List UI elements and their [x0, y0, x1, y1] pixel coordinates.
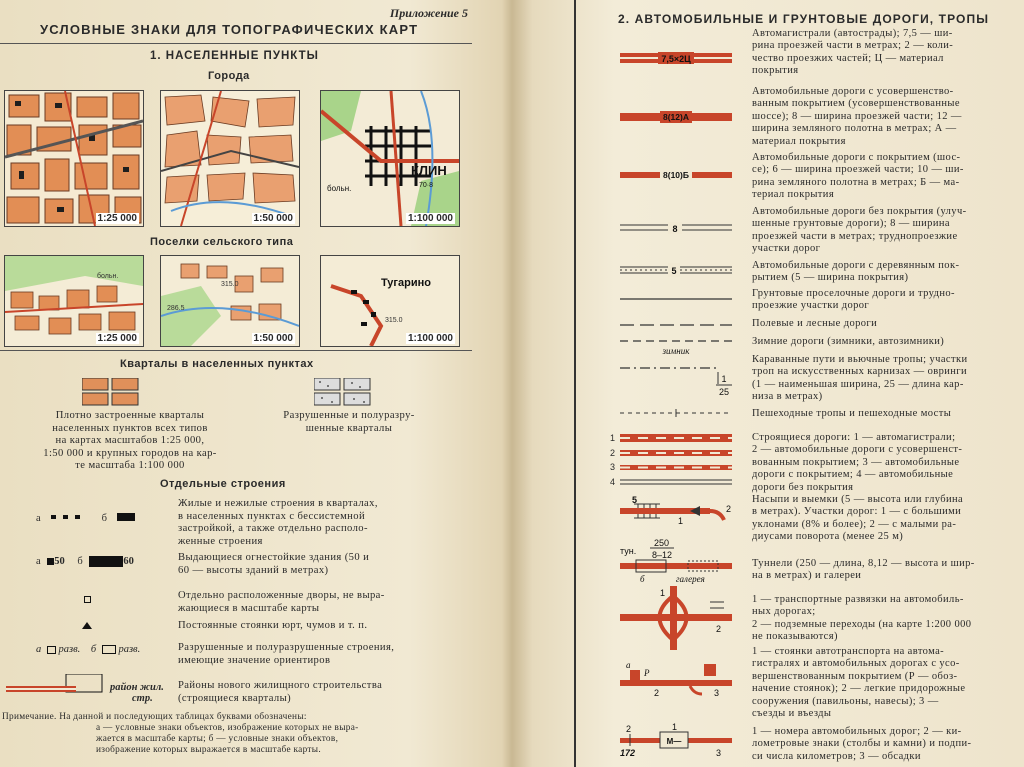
road-symbol-caravan	[620, 362, 732, 398]
right-page	[520, 0, 1024, 767]
city-map-25000-drawing	[5, 91, 143, 226]
ruined-block-symbol	[314, 378, 372, 406]
city-scale-1: 1:25 000	[97, 213, 137, 224]
tunnel-b-label: б	[640, 574, 645, 584]
cities-heading: Города	[208, 70, 250, 82]
road-symbol-dirt	[620, 294, 732, 304]
road-label-winter: зимник	[662, 346, 690, 356]
road-symbol-wooden	[620, 263, 732, 277]
road-label-5: 5	[671, 266, 677, 276]
village-scale-1: 1:25 000	[97, 333, 137, 344]
road-label-4: 8	[672, 224, 678, 234]
village-scale-2: 1:50 000	[253, 333, 293, 344]
page-title: УСЛОВНЫЕ ЗНАКИ ДЛЯ ТОПОГРАФИЧЕСКИХ КАРТ	[40, 22, 419, 37]
page-margin-line	[574, 0, 576, 767]
dense-block-symbol	[82, 378, 140, 406]
embankment-num-2: 2	[726, 504, 732, 514]
road-symbol-winter	[620, 336, 732, 356]
gallery-label: галерея	[676, 574, 705, 584]
embankment-num-1: 1	[678, 516, 684, 526]
road-symbol-field	[620, 320, 732, 330]
footnote: Примечание. На данной и последующих таблицах буквами обозначены: а — условные знаки объектов, изображение которых не выра- жается в масштабе карты; б — условные знаки объектов, изображение которых выражается в масштабе карты.	[2, 712, 359, 755]
road-symbol-parking	[620, 658, 732, 698]
tunnel-size: 8–12	[652, 550, 673, 560]
building-text-2: Выдающиеся огнестойкие здания (50 и 60 — высоты зданий в метрах)	[178, 552, 370, 576]
embankment-height: 5	[632, 496, 638, 505]
new-housing-symbol	[6, 674, 106, 702]
buildings-heading: Отдельные строения	[160, 478, 286, 490]
road-text-15: 1 — стоянки автотранспорта на автома- гистралях и автомобильных дорогах с усо- вершенствованным покрытием (Р — обоз- начение стоянок); 2 — легкие придорожные сооружения (павильоны, навесы); 3 — съезды и въезды	[752, 646, 966, 720]
tunnel-abbr: тун.	[620, 546, 637, 556]
caravan-denominator: 25	[718, 387, 730, 397]
building-symbol-1: а б	[36, 508, 135, 526]
city-map-50000-drawing	[161, 91, 299, 226]
road-symbol-embankment	[620, 496, 732, 526]
parking-num-2: 2	[654, 688, 660, 698]
yard-symbol	[84, 596, 91, 603]
road-text-5: Автомобильные дороги с деревянным пок- рытием (5 — ширина покрытия)	[752, 260, 960, 284]
map-label-height-2: 286.5	[167, 305, 185, 312]
title-divider	[0, 43, 472, 44]
divider-1	[0, 350, 472, 351]
road-symbol-route-number	[620, 722, 732, 762]
map-label-height-1: 315.0	[221, 281, 239, 288]
km-label: 172	[620, 748, 636, 758]
city-map-25000	[4, 90, 144, 227]
parking-num-3: 3	[714, 688, 720, 698]
interchange-num-1: 1	[660, 588, 666, 598]
building-text-1: Жилые и нежилые строения в кварталах, в населенных пунктах с бессистемной застройкой, а также отдельно располо- женные строения	[178, 498, 378, 547]
map-label-hospital: больн.	[327, 184, 352, 193]
roads-section-title: 2. АВТОМОБИЛЬНЫЕ И ГРУНТОВЫЕ ДОРОГИ, ТРОПЫ	[618, 12, 990, 26]
road-symbol-improved	[620, 108, 732, 126]
city-scale-3: 1:100 000	[407, 213, 453, 224]
village-map-25000	[4, 255, 144, 347]
tunnel-length: 250	[654, 538, 670, 548]
road-text-3: Автомобильные дороги с покрытием (шос- се); 6 — ширина проезжей части; 10 — ши- рина земляного полотна в метрах; Б — ма- териал покрытия	[752, 152, 964, 201]
road-text-8: Зимние дороги (зимники, автозимники)	[752, 336, 945, 347]
new-housing-label: район жил. стр.	[110, 682, 164, 704]
building-text-4: Постоянные стоянки юрт, чумов и т. п.	[178, 620, 368, 631]
road-text-4: Автомобильные дороги без покрытия (улуч- шенные грунтовые дороги); 8 — ширина проезжей части в метрах; труднопроезжие участки дорог	[752, 206, 967, 255]
building-text-3: Отдельно расположенные дворы, не выра- жающиеся в масштабе карты	[178, 590, 385, 614]
road-text-7: Полевые и лесные дороги	[752, 318, 878, 329]
road-text-12: Насыпи и выемки (5 — высота или глубина в метрах). Участки дорог: 1 — с большими уклонами (8% и более); 2 — с малыми ра- диусами поворота (менее 25 м)	[752, 494, 964, 543]
building-symbol-5: а разв. б разв.	[36, 644, 141, 655]
road-text-16: 1 — номера автомобильных дорог; 2 — ки- лометровые знаки (столбы и камни) и подпи- си числа километров; 3 — обсадки	[752, 726, 972, 762]
road-symbol-footpath	[620, 408, 732, 418]
route-mark-label: М—	[666, 737, 682, 746]
city-map-100000-drawing	[321, 91, 459, 226]
map-label-hospital-2: больн.	[97, 273, 119, 280]
route-num-3: 3	[716, 748, 722, 758]
route-num-2: 2	[626, 724, 632, 734]
parking-p-label: Р	[644, 668, 650, 678]
village-scale-3: 1:100 000	[407, 333, 453, 344]
section-settlements-title: 1. НАСЕЛЕННЫЕ ПУНКТЫ	[150, 50, 319, 62]
dense-blocks-text: Плотно застроенные кварталы населенных пунктов всех типов на картах масштабов 1:25 000, 1:50 000 и крупных городов на кар- те масштаба 1:100 000	[43, 410, 217, 472]
building-text-5: Разрушенные и полуразрушенные строения, имеющие значение ориентиров	[178, 642, 395, 666]
map-label-klin: КЛИН	[411, 163, 447, 178]
city-scale-2: 1:50 000	[253, 213, 293, 224]
road-symbol-paved	[620, 166, 732, 184]
road-text-13: Туннели (250 — длина, 8,12 — высота и шир- на в метрах) и галереи	[752, 558, 975, 582]
road-symbol-interchange	[620, 586, 732, 650]
village-map-50000	[160, 255, 300, 347]
parking-a-label: а	[626, 660, 631, 670]
road-label-3: 8(10)Б	[663, 170, 689, 180]
village-map-100000	[320, 255, 460, 347]
map-label-tugarino: Тугарино	[381, 277, 431, 289]
left-page	[0, 0, 500, 767]
road-symbol-construction	[620, 432, 732, 490]
road-symbol-tunnel	[620, 536, 732, 586]
appendix-label: Приложение 5	[389, 6, 468, 20]
city-map-50000	[160, 90, 300, 227]
map-label-count: 70·8	[419, 182, 434, 189]
building-text-6: Районы нового жилищного строительства (строящиеся кварталы)	[178, 680, 383, 704]
road-text-1: Автомагистрали (автострады); 7,5 — ши- рина проезжей части в метрах; 2 — коли- чество проезжих частей; Ц — материал покрытия	[752, 28, 954, 77]
road-text-10: Пешеходные тропы и пешеходные мосты	[752, 408, 952, 419]
road-text-2: Автомобильные дороги с усовершенство- ванным покрытием (усовершенствованные шоссе); 8 — ширина проезжей части; 12 — ширина земляного полотна в метрах; А — материал покрытия	[752, 86, 962, 147]
building-symbol-2: а 50 б 60	[36, 556, 134, 567]
road-text-9: Караванные пути и вьючные тропы; участки троп на искусственных карнизах — овринги (1 — наименьшая ширина, 25 — длина кар- низа в метрах)	[752, 354, 968, 403]
road-symbol-highway	[620, 50, 732, 68]
yurt-symbol	[82, 622, 92, 629]
road-text-14: 1 — транспортные развязки на автомобиль- ных дорогах; 2 — подземные переходы (на карте 1:200 000 не показываются)	[752, 594, 972, 643]
interchange-num-2: 2	[716, 624, 722, 634]
blocks-heading: Кварталы в населенных пунктах	[120, 358, 314, 370]
road-text-11: Строящиеся дороги: 1 — автомагистрали; 2 — автомобильные дороги с усовершенст- вованным покрытием; 3 — автомобильные дороги с покрытием; 4 — автомобильные дороги без покрытия	[752, 432, 963, 493]
road-symbol-unpaved	[620, 220, 732, 236]
caravan-numerator: 1	[721, 374, 727, 384]
road-label-2: 8(12)А	[663, 112, 689, 122]
villages-heading: Поселки сельского типа	[150, 236, 294, 248]
road-text-6: Грунтовые проселочные дороги и трудно- проезжие участки дорог	[752, 288, 955, 312]
map-label-height-3: 315.0	[385, 317, 403, 324]
city-map-100000	[320, 90, 460, 227]
construction-numbers: 1 2 3 4	[610, 433, 616, 487]
ruined-blocks-text: Разрушенные и полуразру- шенные кварталы	[283, 410, 415, 434]
route-num-1: 1	[672, 722, 678, 732]
road-label-1: 7,5×2Ц	[661, 54, 691, 64]
